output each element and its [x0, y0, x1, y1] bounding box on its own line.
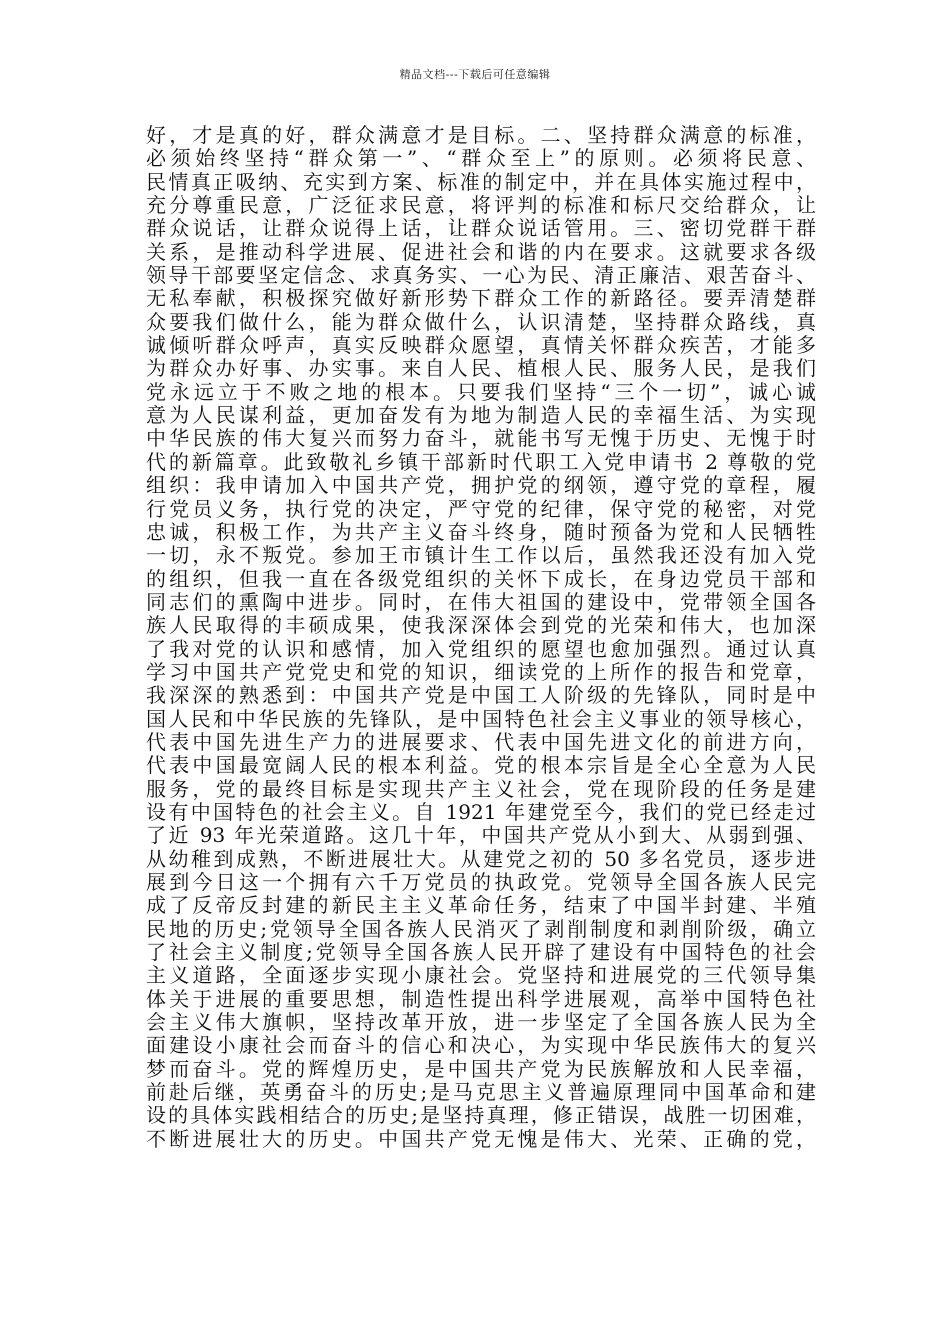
document-body: [146, 124, 816, 1151]
text-line: 行党员义务，执行党的决定，严守党的纪律，保守党的秘密，对党: [146, 496, 816, 521]
text-line: 中华民族的伟大复兴而努力奋斗，就能书写无愧于历史、无愧于时: [146, 426, 816, 451]
text-line: 代表中国先进生产力的进展要求、代表中国先进文化的前进方向，: [146, 729, 816, 754]
text-line: 梦而奋斗。党的辉煌历史，是中国共产党为民族解放和人民幸福，: [146, 1056, 816, 1081]
text-line: 好，才是真的好，群众满意才是目标。二、坚持群众满意的标准，: [146, 123, 816, 147]
text-line: 体关于进展的重要思想，制造性提出科学进展观，高举中国特色社: [146, 986, 816, 1011]
text-line: 同志们的熏陶中进步。同时，在伟大祖国的建设中，党带领全国各: [146, 589, 816, 614]
text-line: 意为人民谋利益，更加奋发有为地为制造人民的幸福生活、为实现: [146, 403, 816, 428]
text-line: 诚倾听群众呼声，真实反映群众愿望，真情关怀群众疾苦，才能多: [146, 333, 816, 358]
page-header: 精品文档---下载后可任意编辑: [399, 68, 551, 81]
text-line: 成了反帝反封建的新民主主义革命任务，结束了中国半封建、半殖: [146, 893, 816, 918]
text-line: 了社会主义制度;党领导全国各族人民开辟了建设有中国特色的社会: [146, 940, 816, 965]
text-line: 一切，永不叛党。参加王市镇计生工作以后，虽然我还没有加入党: [146, 543, 816, 568]
text-line: 服务，党的最终目标是实现共产主义社会，党在现阶段的任务是建: [146, 776, 816, 801]
text-line: 我深深的熟悉到：中国共产党是中国工人阶级的先锋队，同时是中: [146, 683, 816, 708]
text-line: 不断进展壮大的历史。中国共产党无愧是伟大、光荣、正确的党，: [146, 1126, 816, 1151]
text-line: 主义道路，全面逐步实现小康社会。党坚持和进展党的三代领导集: [146, 963, 816, 988]
text-line: 必须始终坚持“群众第一”、“群众至上”的原则。必须将民意、: [146, 146, 816, 171]
text-line: 族人民取得的丰硕成果，使我深深体会到党的光荣和伟大，也加深: [146, 613, 816, 638]
text-line: 面建设小康社会而奋斗的信心和决心，为实现中华民族伟大的复兴: [146, 1033, 816, 1058]
text-line: 组织：我申请加入中国共产党，拥护党的纲领，遵守党的章程，履: [146, 473, 816, 498]
text-line: 为群众办好事、办实事。来自人民、植根人民、服务人民，是我们: [146, 356, 816, 381]
text-line: 了近 93 年光荣道路。这几十年，中国共产党从小到大、从弱到强、: [146, 823, 816, 848]
text-line: 充分尊重民意，广泛征求民意，将评判的标准和标尺交给群众，让: [146, 193, 816, 218]
text-line: 众要我们做什么，能为群众做什么，认识清楚，坚持群众路线，真: [146, 309, 816, 334]
text-line: 忠诚，积极工作，为共产主义奋斗终身，随时预备为党和人民牺牲: [146, 519, 816, 544]
text-line: 群众说话，让群众说得上话，让群众说话管用。三、密切党群干群: [146, 216, 816, 241]
text-line: 设的具体实践相结合的历史;是坚持真理，修正错误，战胜一切困难，: [146, 1103, 816, 1128]
text-line: 代表中国最宽阔人民的根本利益。党的根本宗旨是全心全意为人民: [146, 753, 816, 778]
text-line: 民地的历史;党领导全国各族人民消灭了剥削制度和剥削阶级，确立: [146, 916, 816, 941]
text-line: 前赴后继，英勇奋斗的历史;是马克思主义普遍原理同中国革命和建: [146, 1080, 816, 1105]
text-line: 民情真正吸纳、充实到方案、标准的制定中，并在具体实施过程中，: [146, 169, 816, 194]
text-line: 的组织，但我一直在各级党组织的关怀下成长，在身边党员干部和: [146, 566, 816, 591]
text-line: 国人民和中华民族的先锋队，是中国特色社会主义事业的领导核心，: [146, 706, 816, 731]
text-line: 从幼稚到成熟，不断进展壮大。从建党之初的 50 多名党员，逐步进: [146, 846, 816, 871]
text-line: 无私奉献，积极探究做好新形势下群众工作的新路径。要弄清楚群: [146, 286, 816, 311]
text-line: 代的新篇章。此致敬礼乡镇干部新时代职工入党申请书 2 尊敬的党: [146, 449, 816, 474]
text-line: 设有中国特色的社会主义。自 1921 年建党至今，我们的党已经走过: [146, 799, 816, 824]
text-line: 关系，是推动科学进展、促进社会和谐的内在要求。这就要求各级: [146, 239, 816, 264]
text-line: 了我对党的认识和感情，加入党组织的愿望也愈加强烈。通过认真: [146, 636, 816, 661]
text-line: 领导干部要坚定信念、求真务实、一心为民、清正廉洁、艰苦奋斗、: [146, 263, 816, 288]
text-line: 展到今日这一个拥有六千万党员的执政党。党领导全国各族人民完: [146, 870, 816, 894]
text-line: 会主义伟大旗帜，坚持改革开放，进一步坚定了全国各族人民为全: [146, 1010, 816, 1035]
text-line: 学习中国共产党党史和党的知识，细读党的上所作的报告和党章，: [146, 659, 816, 684]
text-line: 党永远立于不败之地的根本。只要我们坚持“三个一切”，诚心诚: [146, 379, 816, 404]
